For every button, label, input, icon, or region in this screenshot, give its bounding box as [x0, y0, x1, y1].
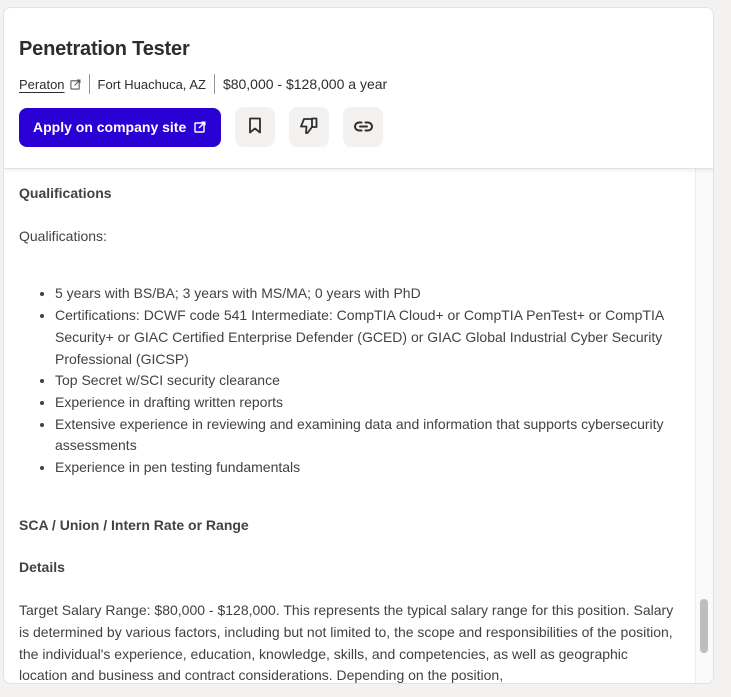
- external-link-icon: [194, 121, 206, 133]
- qualifications-intro: Qualifications:: [19, 227, 107, 244]
- meta-divider: [214, 74, 215, 94]
- job-actions: [19, 107, 397, 147]
- job-header: [4, 8, 713, 169]
- save-job-button[interactable]: [235, 107, 275, 147]
- list-item: • Experience in drafting written reports: [55, 392, 676, 414]
- sca-heading: SCA / Union / Intern Rate or Range: [19, 516, 249, 533]
- list-item: • Top Secret w/SCI security clearance: [55, 370, 676, 392]
- apply-button[interactable]: [19, 108, 221, 147]
- company-name: Peraton: [19, 76, 65, 92]
- list-item: • Certifications: DCWF code 541 Intermediate: CompTIA Cloud+ or CompTIA PenTest+ or CompTIA Security+ or GIAC Certified Enterprise Defender (GCED) or GIAC Global Industrial Cyber Security Professional (GICSP): [55, 305, 676, 370]
- link-icon: [354, 120, 373, 135]
- thumbs-down-icon: [299, 117, 319, 138]
- meta-divider: [89, 74, 90, 94]
- job-title: Penetration Tester: [19, 38, 190, 60]
- job-details-card: [3, 7, 714, 684]
- job-description[interactable]: [4, 169, 696, 684]
- qualifications-list: [55, 283, 676, 478]
- apply-button-label: Apply on company site: [33, 119, 187, 135]
- list-item: • Experience in pen testing fundamentals: [55, 457, 676, 479]
- scrollbar[interactable]: [695, 169, 713, 684]
- qualifications-heading: Qualifications: [19, 185, 112, 201]
- company-link[interactable]: [19, 77, 81, 92]
- details-text: Target Salary Range: $80,000 - $128,000. This represents the typical salary range for this position. Salary is determined by various factors, including but not limited to, the scope and responsibilities of the position, the individual's experience, education, knowledge, skills, and competencies, as well as geographic location and business and contract considerations. Depending on the position,: [19, 602, 674, 684]
- bookmark-icon: [248, 117, 262, 137]
- details-heading: Details: [19, 559, 65, 576]
- job-location: Fort Huachuca, AZ: [97, 76, 206, 92]
- copy-link-button[interactable]: [343, 107, 383, 147]
- not-interested-button[interactable]: [289, 107, 329, 147]
- list-item: • 5 years with BS/BA; 3 years with MS/MA; 0 years with PhD: [55, 283, 676, 305]
- job-salary: $80,000 - $128,000 a year: [222, 76, 388, 92]
- external-link-icon: [70, 79, 81, 90]
- job-meta: [19, 74, 387, 94]
- list-item: • Extensive experience in reviewing and examining data and information that supports cybersecurity assessments: [55, 414, 676, 457]
- scrollbar-thumb[interactable]: [700, 599, 708, 653]
